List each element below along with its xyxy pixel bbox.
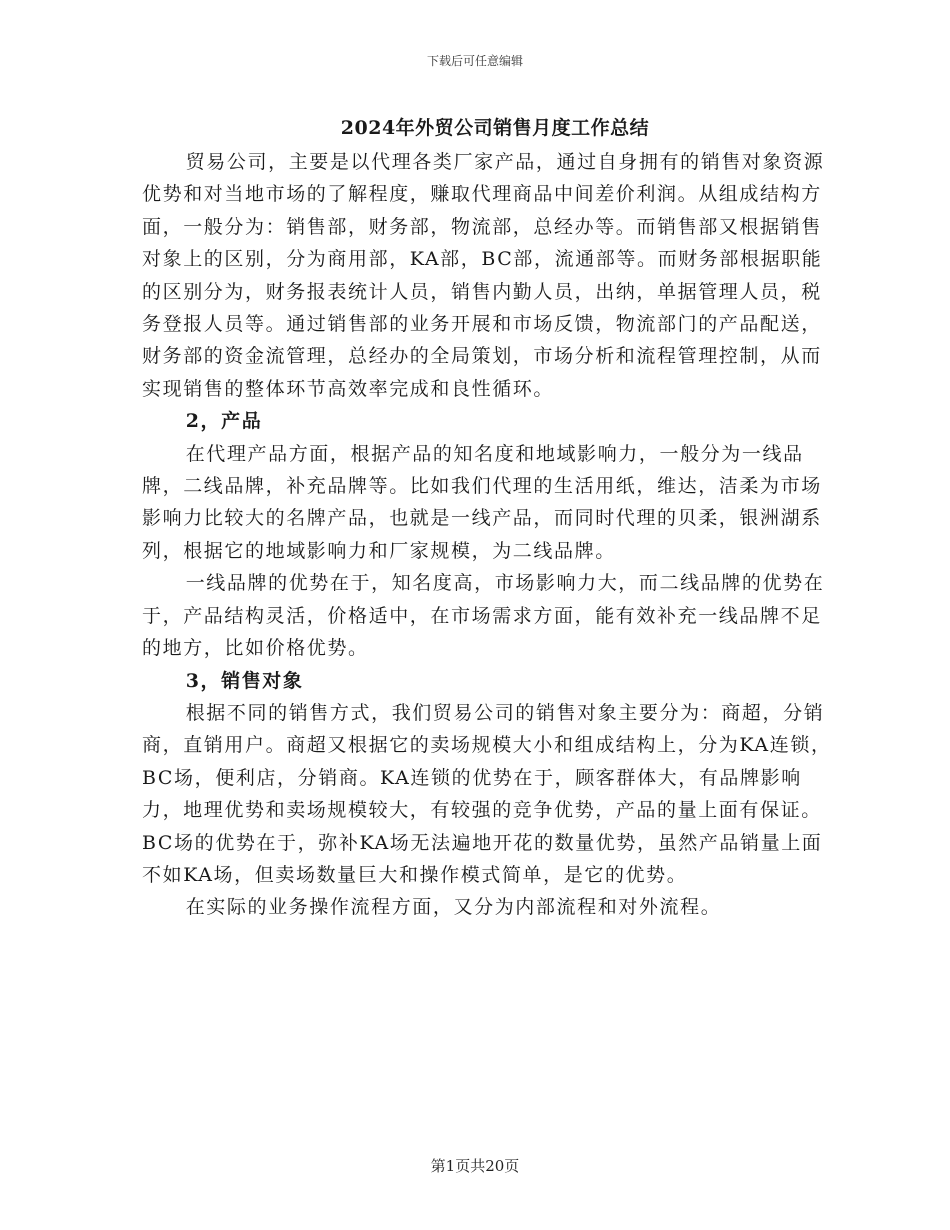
document-title: 2024年外贸公司销售月度工作总结 [340,117,650,139]
paragraph-products: 在代理产品方面，根据产品的知名度和地域影响力，一般分为一线品牌，二线品牌，补充品牌等。比如我们代理的生活用纸，维达，洁柔为市场影响力比较大的名牌产品，也就是一线产品，而同时代理的贝柔，银洲湖系列，根据它的地域影响力和厂家规模，为二线品牌。 [142,442,822,562]
page-header-note: 下载后可任意编辑 [426,54,523,68]
page-number: 第1页共20页 [430,1157,520,1175]
paragraph-process: 在实际的业务操作流程方面，又分为内部流程和对外流程。 [185,896,722,919]
document-body [142,146,832,924]
paragraph-brand-advantages: 一线品牌的优势在于，知名度高，市场影响力大，而二线品牌的优势在于，产品结构灵活，价格适中，在市场需求方面，能有效补充一线品牌不足的地方，比如价格优势。 [142,572,825,660]
section-heading-sales-targets: 3，销售对象 [185,669,304,692]
paragraph-sales-targets: 根据不同的销售方式，我们贸易公司的销售对象主要分为：商超，分销商，直销用户。商超又根据它的卖场规模大小和组成结构上，分为KA连锁，BC场，便利店，分销商。KA连锁的优势在于，顾客群体大，有品牌影响力，地理优势和卖场规模较大，有较强的竞争优势，产品的量上面有保证。BC场的优势在于，弥补KA场无法遍地开花的数量优势，虽然产品销量上面不如KA场，但卖场数量巨大和操作模式简单，是它的优势。 [142,701,832,886]
section-heading-products: 2，产品 [185,410,263,433]
paragraph-intro: 贸易公司，主要是以代理各类厂家产品，通过自身拥有的销售对象资源优势和对当地市场的了解程度，赚取代理商品中间差价利润。从组成结构方面，一般分为：销售部，财务部，物流部，总经办等。而销售部又根据销售对象上的区别，分为商用部，KA部，BC部，流通部等。而财务部根据职能的区别分为，财务报表统计人员，销售内勤人员，出纳，单据管理人员，税务登报人员等。通过销售部的业务开展和市场反馈，物流部门的产品配送，财务部的资金流管理，总经办的全局策划，市场分析和流程管理控制，从而实现销售的整体环节高效率完成和良性循环。 [142,151,825,400]
